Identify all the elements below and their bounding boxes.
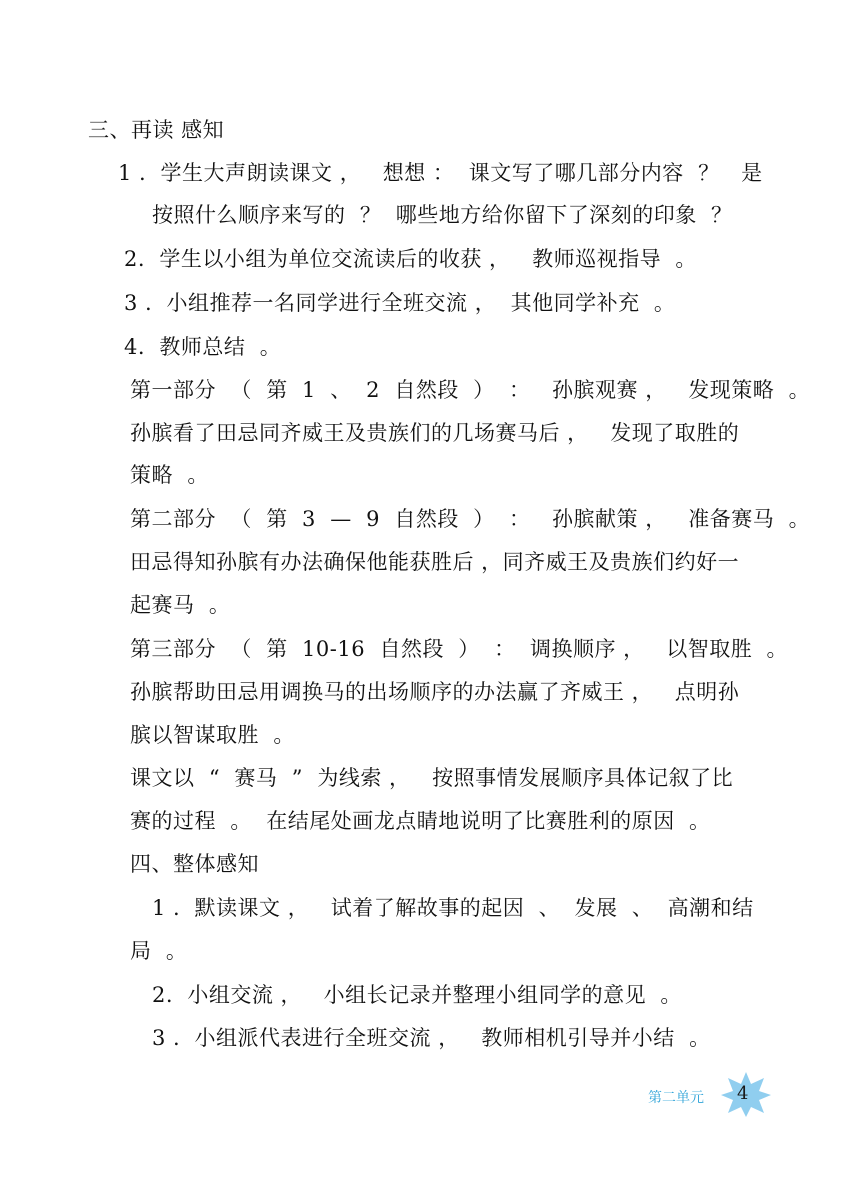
text-line: 孙膑帮助田忌用调换马的出场顺序的办法赢了齐威王 ， 点明孙 [130,680,740,704]
text-line: 按照什么顺序来写的 ？ 哪些地方给你留下了深刻的印象 ？ [152,203,733,227]
text-line: 赛的过程 。 在结尾处画龙点睛地说明了比赛胜利的原因 。 [130,809,711,833]
text-line: 策略 。 [130,463,209,487]
text-line: 3 . 小组派代表进行全班交流 ， 教师相机引导并小结 。 [152,1026,711,1050]
text-line: 孙膑看了田忌同齐威王及贵族们的几场赛马后 ， 发现了取胜的 [130,421,740,445]
section-heading-3: 三、再读 感知 [88,118,225,142]
text-line: 1 . 默读课文 ， 试着了解故事的起因 、 发展 、 高潮和结 [152,896,754,920]
text-line: 田忌得知孙膑有办法确保他能获胜后 ，同齐威王及贵族们约好一 [130,550,740,574]
text-line: 2. 小组交流 ， 小组长记录并整理小组同学的意见 。 [152,983,682,1007]
text-line: 第一部分 （ 第 1 、 2 自然段 ） ： 孙膑观赛 ， 发现策略 。 [130,378,811,402]
text-line: 1 . 学生大声朗读课文 ， 想想 ： 课文写了哪几部分内容 ？ 是 [118,161,763,185]
text-line: 2. 学生以小组为单位交流读后的收获 ， 教师巡视指导 。 [124,247,697,271]
text-line: 课文以 “ 赛马 ” 为线索 ， 按照事情发展顺序具体记叙了比 [130,766,734,790]
text-line: 局 。 [130,939,188,963]
section-heading-4: 四、整体感知 [130,852,259,876]
text-line: 第三部分 （ 第 10-16 自然段 ） ： 调换顺序 ， 以智取胜 。 [130,637,789,661]
text-line: 3 . 小组推荐一名同学进行全班交流 ， 其他同学补充 。 [124,291,676,315]
text-line: 第二部分 （ 第 3 — 9 自然段 ） ： 孙膑献策 ， 准备赛马 。 [130,507,811,531]
page-number: 4 [737,1083,749,1104]
text-line: 膑以智谋取胜 。 [130,723,295,747]
text-line: 4. 教师总结 。 [124,335,282,359]
text-line: 起赛马 。 [130,593,231,617]
unit-label: 第二单元 [648,1090,704,1106]
